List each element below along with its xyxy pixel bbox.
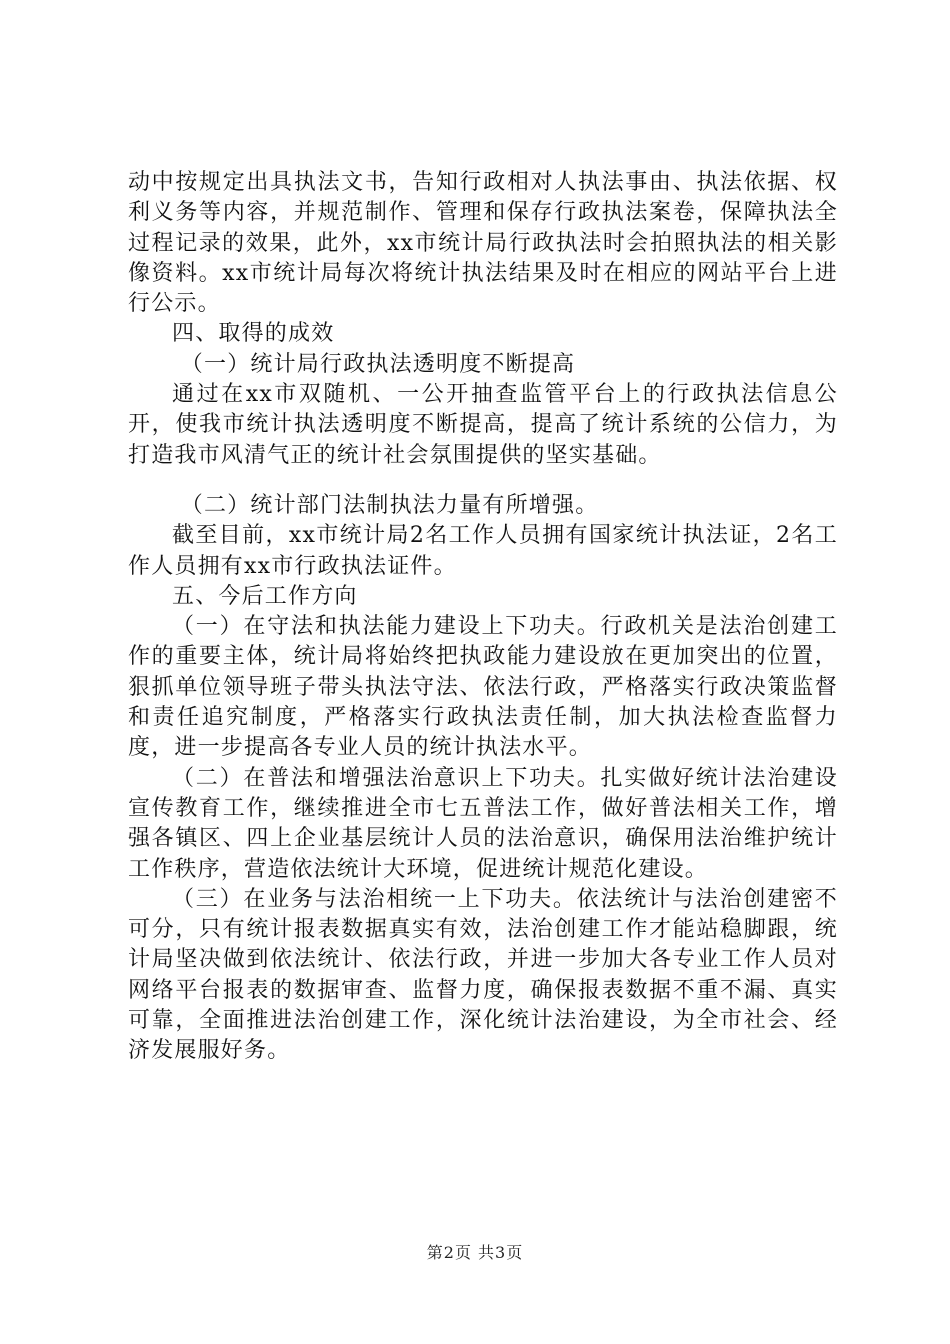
page-number-footer: 第2页 共3页 bbox=[426, 1243, 524, 1262]
paragraph-business-law-unity: （三）在业务与法治相统一上下功夫。依法统计与法治创建密不可分，只有统计报表数据真实有效，法治创建工作才能站稳脚跟，统计局坚决做到依法统计、依法行政，并进一步加大各专业工作人员对网络平台报表的数据审查、监督力度，确保报表数据不重不漏、真实可靠，全面推进法治创建工作，深化统计法治建设，为全市社会、经济发展服好务。 bbox=[128, 886, 838, 1064]
paragraph-law-abiding: （一）在守法和执法能力建设上下功夫。行政机关是法治创建工作的重要主体，统计局将始终把执政能力建设放在更加突出的位置，狠抓单位领导班子带头执法守法、依法行政，严格落实行政决策监督和责任追究制度，严格落实行政执法责任制，加大执法检查监督力度，进一步提高各专业人员的统计执法水平。 bbox=[128, 614, 838, 761]
paragraph-legal-awareness: （二）在普法和增强法治意识上下功夫。扎实做好统计法治建设宣传教育工作，继续推进全市七五普法工作，做好普法相关工作，增强各镇区、四上企业基层统计人员的法治意识，确保用法治维护统计工作秩序，营造依法统计大环境，促进统计规范化建设。 bbox=[128, 765, 838, 882]
section-heading-future-direction: 五、今后工作方向 bbox=[172, 583, 358, 609]
document-body bbox=[128, 168, 838, 1067]
section-heading-achievements: 四、取得的成效 bbox=[172, 321, 335, 347]
subheading-transparency: （一）统计局行政执法透明度不断提高 bbox=[180, 351, 576, 377]
paragraph-gap bbox=[128, 471, 838, 491]
paragraph-transparency: 通过在xx市双随机、一公开抽查监管平台上的行政执法信息公开，使我市统计执法透明度不断提高，提高了统计系统的公信力，为打造我市风清气正的统计社会氛围提供的坚实基础。 bbox=[128, 382, 838, 468]
subheading-enforcement-strength: （二）统计部门法制执法力量有所增强。 bbox=[180, 492, 599, 518]
paragraph-continued: 动中按规定出具执法文书，告知行政相对人执法事由、执法依据、权利义务等内容，并规范制作、管理和保存行政执法案卷，保障执法全过程记录的效果，此外，xx市统计局行政执法时会拍照执法的相关影像资料。xx市统计局每次将统计执法结果及时在相应的网站平台上进行公示。 bbox=[128, 170, 838, 317]
paragraph-enforcement-staff: 截至目前，xx市统计局2名工作人员拥有国家统计执法证，2名工作人员拥有xx市行政执法证件。 bbox=[128, 523, 838, 579]
